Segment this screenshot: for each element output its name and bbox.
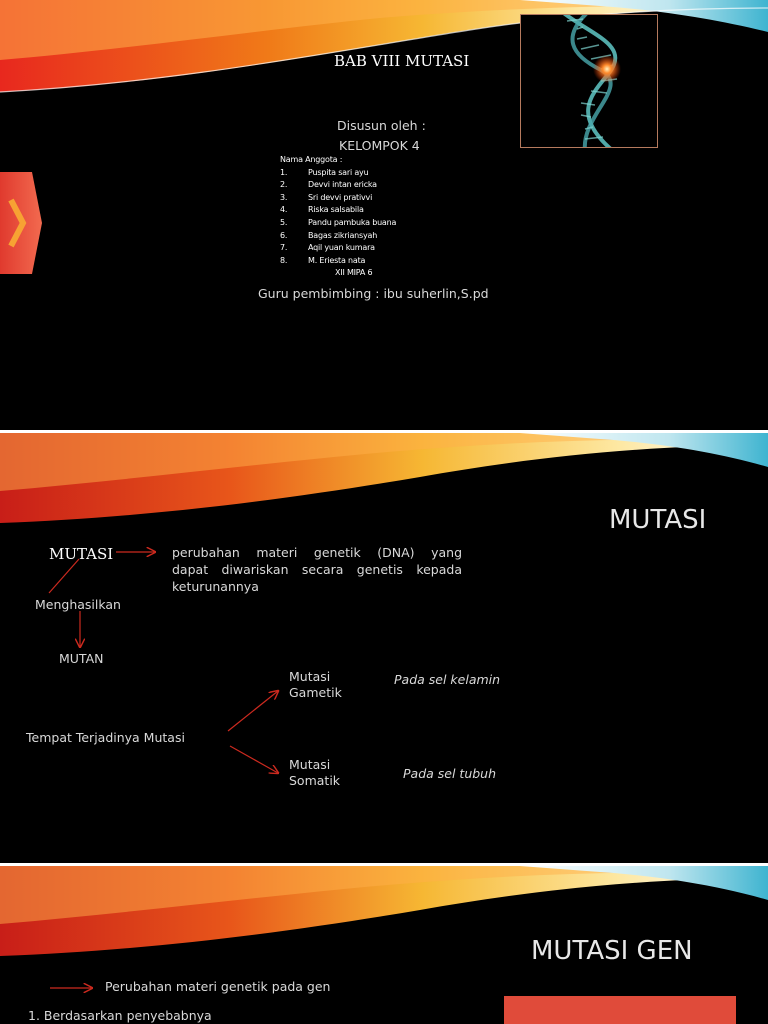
gene-mutation-definition: Perubahan materi genetik pada gen — [105, 979, 331, 994]
members-label-row — [280, 155, 480, 168]
mutant-label: MUTAN — [59, 651, 104, 666]
class-row — [280, 268, 480, 281]
mutation-definition — [172, 544, 462, 595]
definition-line: perubahan materi genetik (DNA) yang — [172, 545, 462, 560]
definition-line: keturunannya — [172, 579, 259, 594]
diagram-arrows — [0, 433, 768, 863]
somatic-line: Mutasi — [289, 757, 331, 772]
member-number: 6. — [280, 230, 288, 240]
member-name: Devvi intan ericka — [308, 180, 377, 190]
member-name: Bagas zikriansyah — [308, 230, 378, 240]
member-item — [280, 231, 480, 244]
point-cause: 1. Berdasarkan penyebabnya — [28, 1008, 212, 1023]
slide-nav-tab[interactable] — [0, 172, 42, 274]
member-number: 3. — [280, 192, 288, 202]
somatic-note: Pada sel tubuh — [403, 766, 497, 781]
members-label: Nama Anggota : — [280, 155, 343, 164]
arrow-to-gametic — [228, 691, 278, 731]
location-label: Tempat Terjadinya Mutasi — [26, 730, 185, 745]
gametic-line: Gametik — [289, 685, 342, 700]
member-item — [280, 180, 480, 193]
member-number: 7. — [280, 243, 288, 253]
somatic-line: Somatik — [289, 773, 341, 788]
accent-red-block — [504, 996, 736, 1024]
gametic-note: Pada sel kelamin — [394, 672, 501, 687]
definition-line: dapat diwariskan secara genetis kepada — [172, 562, 462, 577]
slide-title-text: BAB VIII MUTASI — [334, 52, 470, 70]
slide-mutasi-gen — [0, 866, 768, 1024]
member-number: 2. — [280, 180, 288, 190]
member-number: 4. — [280, 205, 288, 215]
slide-heading: MUTASI — [609, 505, 707, 535]
member-item — [280, 193, 480, 206]
produces-label: Menghasilkan — [35, 597, 121, 612]
member-item — [280, 256, 480, 269]
mutasi-term: MUTASI — [49, 545, 114, 563]
member-name: Sri devvi prativvi — [308, 192, 373, 202]
class-name: XII MIPA 6 — [335, 268, 373, 278]
branch-line — [49, 559, 79, 593]
member-number: 8. — [280, 255, 288, 265]
somatic-mutation — [289, 757, 340, 789]
member-name: Puspita sari ayu — [308, 167, 369, 177]
member-name: Riska salsabila — [308, 205, 364, 215]
slide-title — [0, 0, 768, 430]
arrow-to-somatic — [230, 746, 278, 773]
gametic-mutation — [289, 669, 342, 701]
member-name: Pandu pambuka buana — [308, 217, 397, 227]
member-list — [280, 155, 480, 281]
compiled-by-label: Disusun oleh : — [337, 118, 426, 133]
member-number: 5. — [280, 217, 288, 227]
member-item — [280, 205, 480, 218]
slide-mutasi — [0, 433, 768, 863]
member-name: M. Eriesta nata — [308, 255, 366, 265]
member-item — [280, 218, 480, 231]
dna-image — [520, 14, 658, 148]
group-name: KELOMPOK 4 — [339, 138, 420, 153]
member-item — [280, 168, 480, 181]
member-item — [280, 243, 480, 256]
dna-helix-icon — [521, 15, 657, 147]
supervisor-text: Guru pembimbing : ibu suherlin,S.pd — [258, 286, 489, 301]
member-number: 1. — [280, 167, 288, 177]
gametic-line: Mutasi — [289, 669, 331, 684]
slide-heading: MUTASI GEN — [531, 936, 693, 966]
member-name: Aqil yuan kumara — [308, 243, 375, 253]
